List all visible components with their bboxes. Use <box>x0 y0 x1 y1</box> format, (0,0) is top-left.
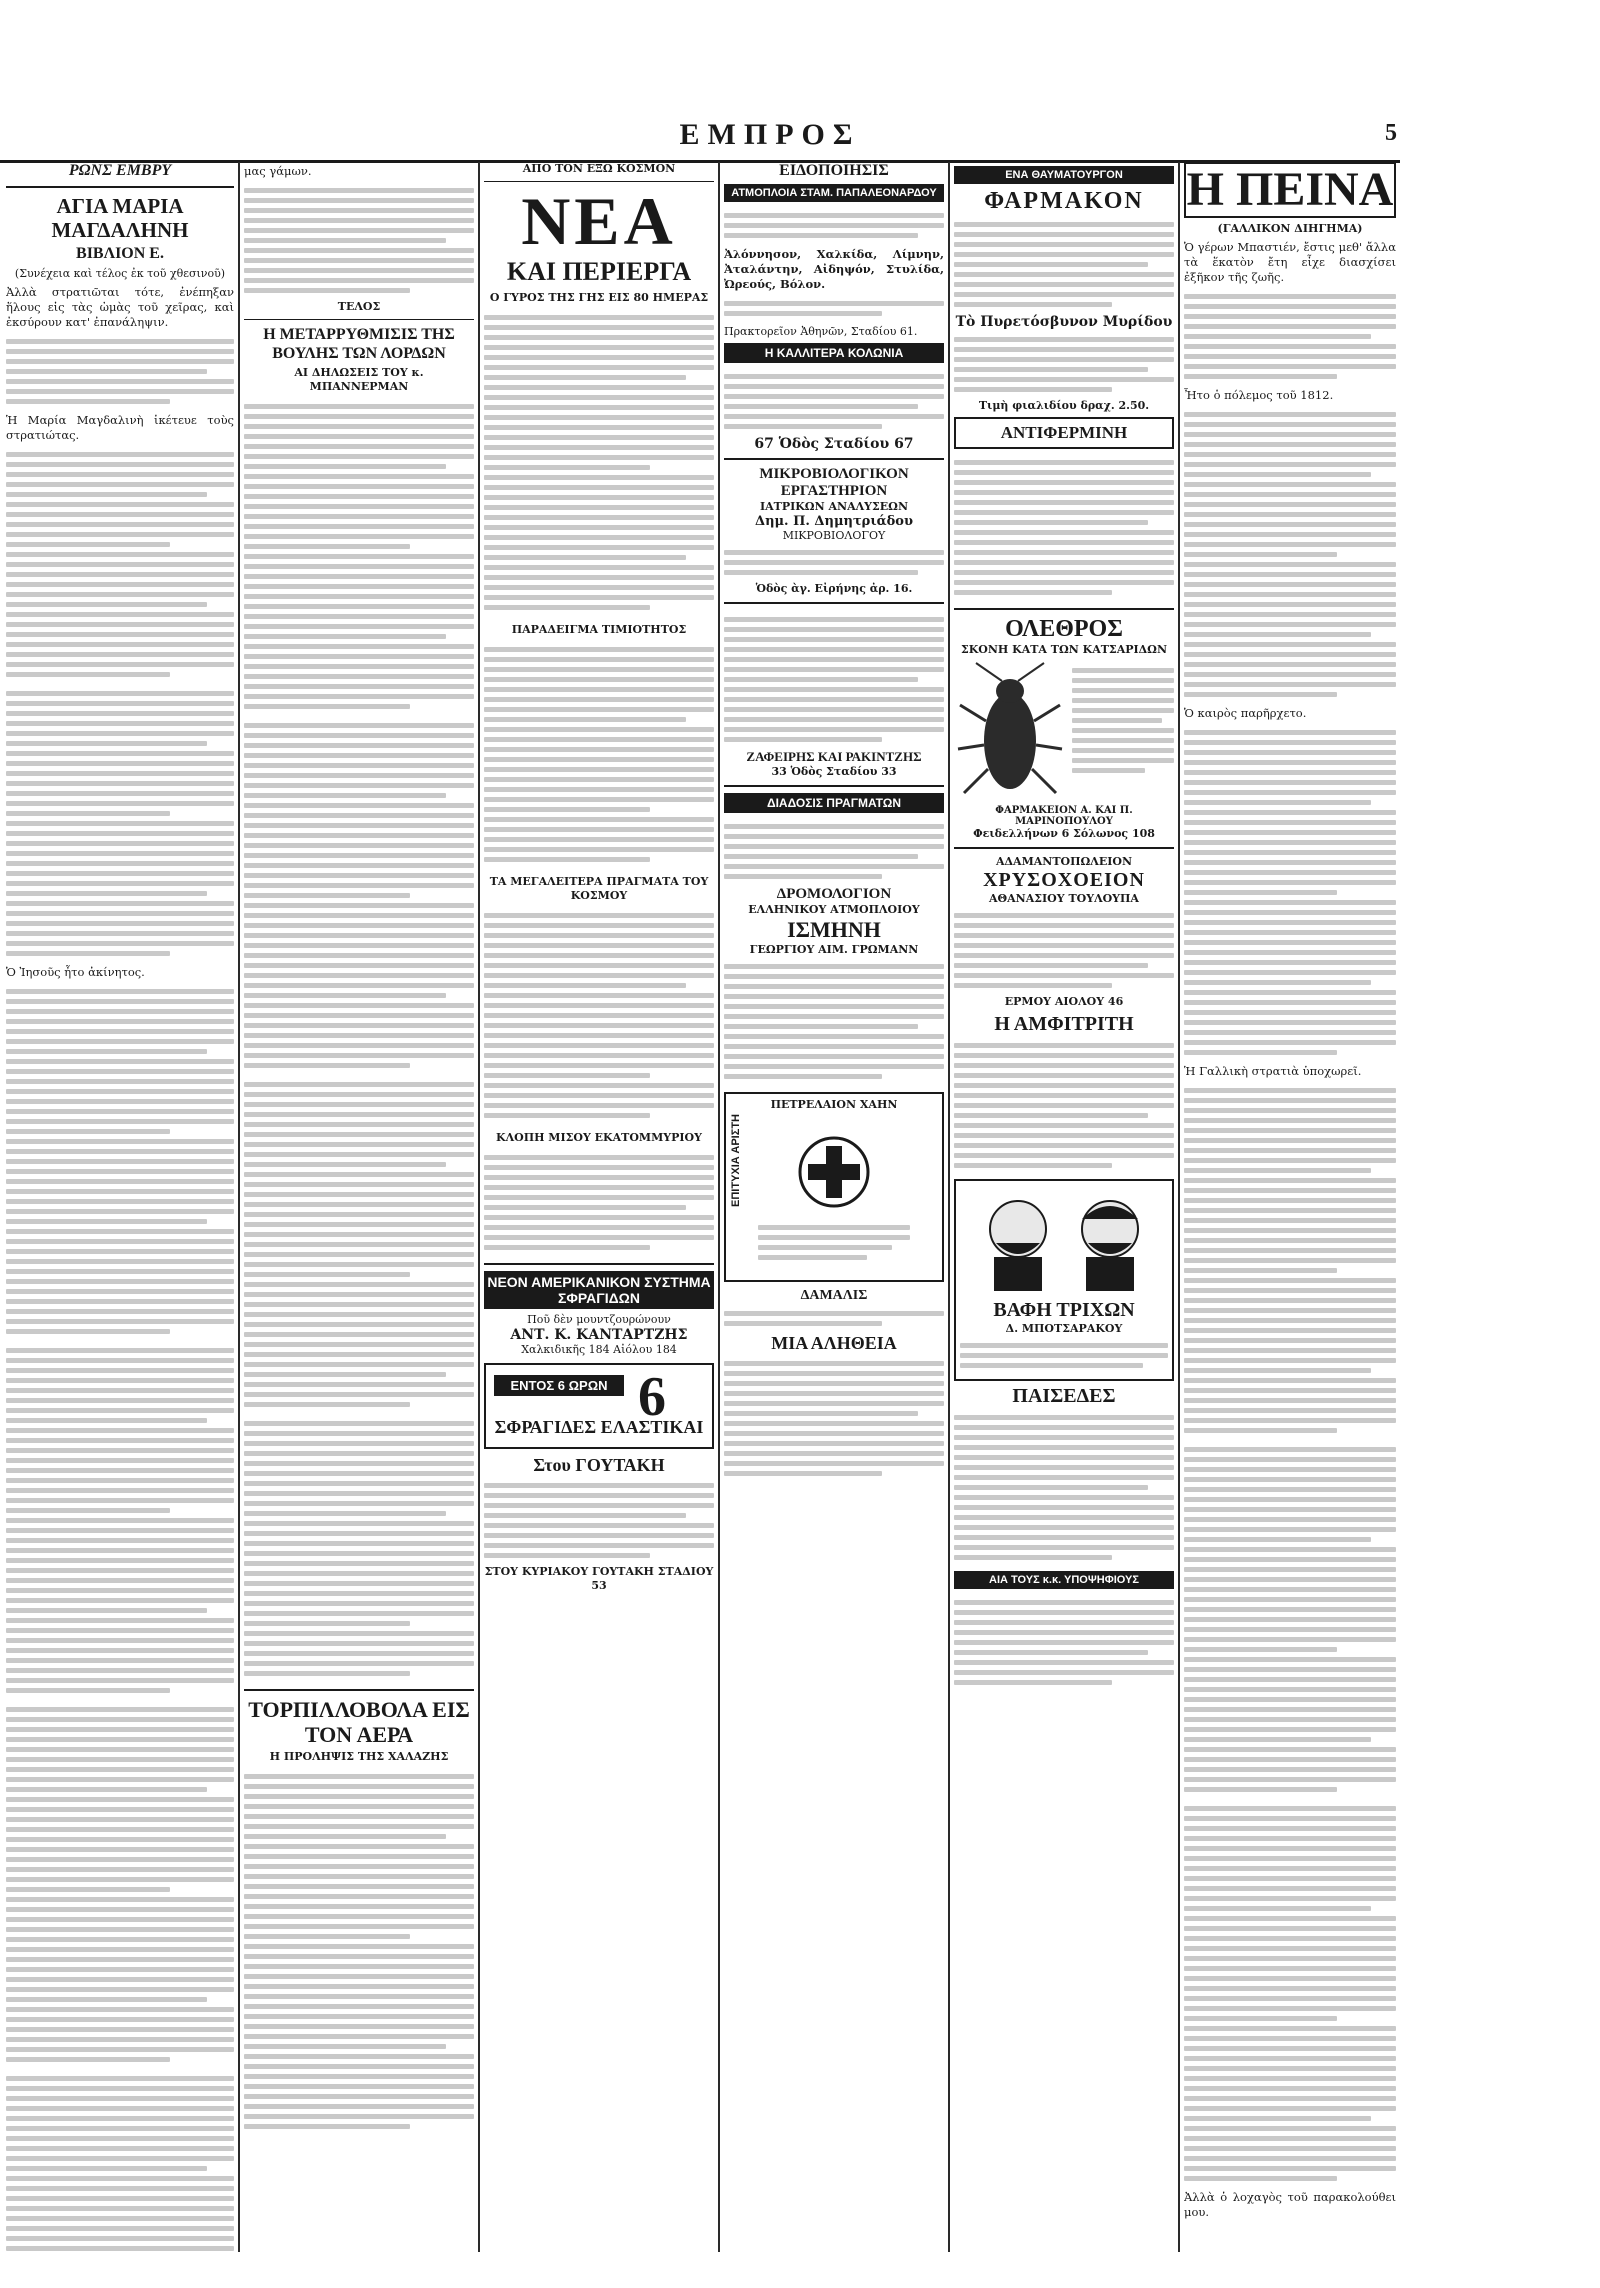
lab-title: ΜΙΚΡΟΒΙΟΛΟΓΙΚΟΝ ΕΡΓΑΣΤΗΡΙΟΝ <box>759 466 909 499</box>
column-rule <box>478 162 480 2252</box>
bald-man-icon <box>960 1185 1168 1295</box>
column-rule <box>1178 162 1180 2252</box>
pharm-name: Τὸ Πυρετόσβυνον Μυρίδου <box>955 314 1173 330</box>
text-block <box>484 308 714 617</box>
sales-title: ΔΙΑΔΟΣΙΣ ΠΡΑΓΜΑΤΩΝ <box>724 793 944 813</box>
route-subtitle: ΕΛΛΗΝΙΚΟΥ ΑΤΜΟΠΛΟΙΟΥ <box>748 903 920 916</box>
text-block <box>954 215 1174 314</box>
pharm-price: Τιμὴ φιαλιδίου δραχ. 2.50. <box>978 399 1150 412</box>
jeweler-title-2: ΧΡΥΣΟΧΟΕΙΟΝ <box>983 869 1145 891</box>
text-block <box>6 982 234 1341</box>
column-2 <box>244 162 474 2252</box>
lede-head: Ο ΓΥΡΟΣ ΤΗΣ ΓΗΣ ΕΙΣ 80 ΗΜΕΡΑΣ <box>489 291 709 304</box>
paragraph: Ἦτο ὁ πόλεμος τοῦ 1812. <box>1184 388 1334 402</box>
text-block <box>1184 1440 1396 1799</box>
continuation-note: (Συνέχεια καὶ τέλος ἐκ τοῦ χθεσινοῦ) <box>14 267 226 280</box>
text-block <box>758 1218 910 1267</box>
paragraph: Ὁ καιρὸς παρῆρχετο. <box>1184 706 1307 720</box>
damalis-title: ΔΑΜΑΛΙΣ <box>800 1288 868 1303</box>
text-block <box>724 1354 944 1483</box>
text-block <box>6 445 234 684</box>
sub-head: ΠΑΡΑΔΕΙΓΜΑ ΤΙΜΙΟΤΗΤΟΣ <box>511 623 687 636</box>
olethros-title: ΟΛΕΘΡΟΣ <box>1005 616 1123 642</box>
hair-dye-ad <box>954 1179 1174 1381</box>
lab-role: ΜΙΚΡΟΒΙΟΛΟΓΟΥ <box>782 529 886 542</box>
petrol-ad <box>724 1092 944 1282</box>
jeweler-title: ΑΔΑΜΑΝΤΟΠΩΛΕΙΟΝ <box>995 855 1133 868</box>
store-address: ΣΤΟΥ ΚΥΡΙΑΚΟΥ ΓΟΥΤΑΚΗ ΣΤΑΔΙΟΥ 53 <box>484 1565 714 1592</box>
text-block <box>724 610 944 749</box>
stamp-ad <box>484 1363 714 1449</box>
lab-name: Δημ. Π. Δημητριάδου <box>755 514 913 529</box>
text-block <box>6 332 234 411</box>
section-kicker: ΑΠΟ ΤΟΝ ΕΞΩ ΚΟΣΜΟΝ <box>522 162 676 175</box>
headline-big: ΝΕΑ <box>521 183 677 259</box>
column-rule <box>718 162 720 2252</box>
text-block <box>6 2069 234 2252</box>
column-3 <box>484 162 714 2252</box>
shop-title: ΖΑΦΕΙΡΗΣ ΚΑΙ ΡΑΚΙΝΤΖΗΣ <box>746 749 922 764</box>
text-block <box>244 397 474 716</box>
ad-headline: ΝΕΟΝ ΑΜΕΡΙΚΑΝΙΚΟΝ ΣΥΣΤΗΜΑ ΣΦΡΑΓΙΔΩΝ <box>484 1271 714 1309</box>
store-title: Στου ΓΟΥΤΑΚΗ <box>533 1455 665 1475</box>
text-block <box>1184 723 1396 1062</box>
text-block <box>954 453 1174 602</box>
column-6 <box>1184 162 1396 2252</box>
column-5 <box>954 162 1174 2252</box>
lab-address: Ὁδὸς ὰγ. Εἰρήνης ἀρ. 16. <box>755 582 913 595</box>
text-block <box>954 1408 1174 1567</box>
text-block <box>484 1476 714 1565</box>
text-block <box>724 957 944 1086</box>
tour-banner: ΑΙΑ ΤΟΥΣ κ.κ. ΥΠΟΨΗΦΙΟΥΣ <box>954 1571 1174 1589</box>
antifer-title: ΑΝΤΙΦΕΡΜΙΝΗ <box>954 417 1174 449</box>
page-header <box>0 0 1600 160</box>
kolonia-title: Η ΚΑΛΛΙΤΕΡΑ ΚΟΛΩΝΙΑ <box>724 343 944 363</box>
text-block <box>484 906 714 1125</box>
truth-title: ΜΙΑ ΑΛΗΘΕΙΑ <box>771 1333 897 1353</box>
text-block <box>244 716 474 1075</box>
column-rule <box>948 162 950 2252</box>
hair-dye-maker: Δ. ΜΠΟΤΣΑΡΑΚΟΥ <box>1005 1322 1123 1335</box>
text-block <box>724 543 944 582</box>
article-headline: Η ΜΕΤΑΡΡΥΘΜΙΣΙΣ ΤΗΣ ΒΟΥΛΗΣ ΤΩΝ ΛΟΡΔΩΝ <box>263 326 455 362</box>
ship-line: ΑΤΜΟΠΛΟΙΑ ΣΤΑΜ. ΠΑΠΑΛΕΟΝΑΡΔΟΥ <box>724 184 944 202</box>
section-label: ΡΩΝΣ ΕΜΒΡΥ <box>68 162 172 179</box>
text-block <box>724 817 944 886</box>
ship-owner: ΓΕΩΡΓΙΟΥ ΑΙΜ. ΓΡΩΜΑΝΝ <box>749 943 919 956</box>
stamp-hours: ΕΝΤΟΣ 6 ΩΡΩΝ <box>494 1375 624 1396</box>
story-subtitle: (ΓΑΛΛΙΚΟΝ ΔΙΗΓΗΜΑ) <box>1217 222 1363 235</box>
section-heading: ΕΙΔΟΠΟΙΗΣΙΣ <box>779 162 889 179</box>
ship-name: ΙΣΜΗΝΗ <box>787 917 881 942</box>
pharm-kicker: ΕΝΑ ΘΑΥΜΑΤΟΥΡΓΟΝ <box>954 166 1174 184</box>
text-block <box>1184 405 1396 704</box>
stamp-number: 6 <box>638 1366 666 1428</box>
cross-icon <box>796 1134 872 1210</box>
pharmacy-address: Φειδελλήνων 6 Σόλωνος 108 <box>973 827 1155 840</box>
sub-head: ΚΛΟΠΗ ΜΙΣΟΥ ΕΚΑΤΟΜΜΥΡΙΟΥ <box>496 1131 702 1144</box>
paragraph: Ἡ Μαρία Μαγδαλινὴ ἱκέτευε τοὺς στρατιώτας. <box>6 413 234 442</box>
text-block <box>244 181 474 300</box>
text-block <box>484 1148 714 1257</box>
paragraph: Ἡ Γαλλικὴ στρατιὰ ὑποχωρεῖ. <box>1184 1064 1362 1078</box>
text-block <box>954 906 1174 995</box>
text-block <box>6 684 234 963</box>
end-mark: ΤΕΛΟΣ <box>337 300 381 313</box>
ad-tagline: Ποῦ δὲν μουντζουρώνουν <box>527 1313 671 1326</box>
column-4 <box>724 162 944 2252</box>
petrol-vertical: ΕΠΙΤΥΧΙΑ ΑΡΙΣΤΗ <box>730 1114 742 1207</box>
text-block <box>6 1700 234 2069</box>
torpedo-subhead: Η ΠΡΟΛΗΨΙΣ ΤΗΣ ΧΑΛΑΖΗΣ <box>269 1750 449 1763</box>
text-block <box>1184 287 1396 386</box>
text-block <box>244 1414 474 1683</box>
ad-name: ΑΝΤ. Κ. ΚΑΝΤΑΡΤΖΗΣ <box>510 1327 688 1343</box>
text-block <box>724 294 944 323</box>
cockroach-icon <box>954 661 1066 801</box>
paragraph: Ὁ γέρων Μπαστιέν, ἔστις μεθ' ἄλλα τὰ ἕκατὸν ἔτη εἶχε διασχίσει ἐξῆκον τῆς ζωῆς. <box>1184 240 1396 284</box>
pharm-title: ΦΑΡΜΑΚΟΝ <box>984 188 1144 214</box>
text-block <box>954 1593 1174 1692</box>
text-block <box>1184 1799 1396 2188</box>
paragraph: Ἀλλὰ στρατιῶται τότε, ἐνέπηξαν ἥλους εἰς τὰς ὠμὰς τοῦ χεῖρας, καὶ ἐκσύρουν κατ' ἐπανάληψιν. <box>6 285 234 329</box>
masthead: ΕΜΠΡΟΣ <box>679 118 861 151</box>
jeweler-address: ΕΡΜΟΥ ΑΙΟΛΟΥ 46 <box>1004 995 1124 1008</box>
column-rule <box>238 162 240 2252</box>
text-block <box>6 1341 234 1700</box>
page-number: 5 <box>1385 120 1397 146</box>
text-block <box>1072 661 1174 801</box>
text-block <box>1184 1081 1396 1440</box>
ad-address: Χαλκιδικῆς 184 Αἰόλου 184 <box>521 1343 677 1356</box>
lab-subtitle: ΙΑΤΡΙΚΩΝ ΑΝΑΛΥΣΕΩΝ <box>759 500 909 513</box>
column-1 <box>6 162 234 2252</box>
ship-route: Ἀλόννησον, Χαλκίδα, Λίμνην, Ἀταλάντην, Αἰδηψόν, Στυλίδα, Ὠρεούς, Βόλον. <box>724 247 944 291</box>
text-block <box>954 330 1174 399</box>
paragraph: Ὁ Ἰησοῦς ἦτο ἀκίνητος. <box>6 965 145 979</box>
text-block <box>244 1767 474 2136</box>
article-subtitle: ΒΙΒΛΙΟΝ Ε. <box>76 245 164 262</box>
kolonia-address: 67 Ὁδὸς Σταδίου 67 <box>754 436 914 452</box>
cockroach-ad <box>954 661 1174 801</box>
paragraph: Ἀλλὰ ὁ λοχαγὸς τοῦ παρακολούθει μου. <box>1184 2190 1396 2219</box>
article-subhead: ΑΙ ΔΗΛΩΣΕΙΣ ΤΟΥ κ. ΜΠΑΝΝΕΡΜΑΝ <box>294 366 424 393</box>
text-block <box>484 640 714 869</box>
amfitriti-title: Η ΑΜΦΙΤΡΙΤΗ <box>994 1013 1134 1035</box>
olethros-subtitle: ΣΚΟΝΗ ΚΑΤΑ ΤΩΝ ΚΑΤΣΑΡΙΔΩΝ <box>960 643 1168 656</box>
petrol-headline: ΠΕΤΡΕΛΑΙΟΝ ΧΑΗΝ <box>770 1098 898 1111</box>
story-title: Η ΠΕΙΝΑ <box>1184 162 1396 218</box>
article-title: ΑΓΙΑ ΜΑΡΙΑ ΜΑΓΔΑΛΗΝΗ <box>51 194 189 242</box>
pharmacy-name: ΦΑΡΜΑΚΕΙΟΝ Α. ΚΑΙ Π. ΜΑΡΙΝΟΠΟΥΛΟΥ <box>995 805 1133 827</box>
paisedes-title: ΠΑΙΣΕΔΕΣ <box>1012 1385 1116 1407</box>
text-block <box>724 367 944 436</box>
hair-dye-title: ΒΑΦΗ ΤΡΙΧΩΝ <box>993 1299 1135 1321</box>
torpedo-headline: ΤΟΡΠΙΛΛΟΒΟΛΑ ΕΙΣ ΤΟΝ ΑΕΡΑ <box>248 1697 470 1747</box>
text-block <box>244 1075 474 1414</box>
text-block <box>724 1304 944 1333</box>
text-block <box>724 206 944 245</box>
jeweler-owner: ΑΘΑΝΑΣΙΟΥ ΤΟΥΛΟΥΠΑ <box>989 892 1139 905</box>
stamp-label: ΣΦΡΑΓΙΔΕΣ ΕΛΑΣΤΙΚΑΙ <box>494 1417 704 1437</box>
shop-address: 33 Ὁδὸς Σταδίου 33 <box>771 765 897 778</box>
paragraph: μας γάμων. <box>244 164 312 178</box>
ship-agent: Πρακτορεῖον Ἀθηνῶν, Σταδίου 61. <box>724 325 918 338</box>
headline-rest: ΚΑΙ ΠΕΡΙΕΡΓΑ <box>506 257 692 286</box>
text-block <box>954 1036 1174 1175</box>
route-title: ΔΡΟΜΟΛΟΓΙΟΝ <box>776 886 892 902</box>
text-block <box>960 1336 1168 1375</box>
sub-head: ΤΑ ΜΕΓΑΛΕΙΤΕΡΑ ΠΡΑΓΜΑΤΑ ΤΟΥ ΚΟΣΜΟΥ <box>489 875 709 902</box>
